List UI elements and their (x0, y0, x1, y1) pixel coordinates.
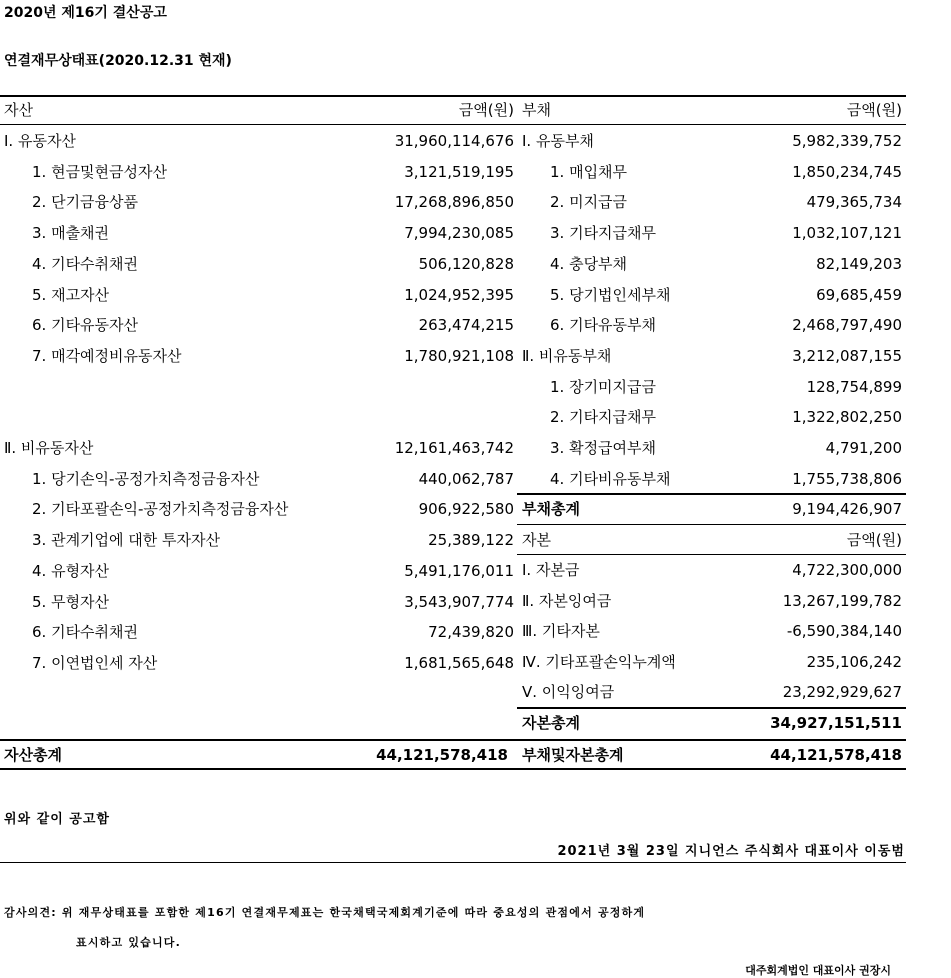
asset-row-value: 12,161,463,742 (394, 439, 514, 457)
assets-total-value: 44,121,578,418 (376, 746, 508, 764)
equity-row-value: -6,590,384,140 (786, 622, 902, 640)
equity-total-label: 자본총계 (522, 714, 580, 732)
notice-text: 위와 같이 공고함 (4, 812, 110, 827)
audit-opinion-line2: 표시하고 있습니다. (76, 936, 182, 949)
asset-row-value: 3,121,519,195 (404, 162, 514, 181)
header-bottom-border (0, 124, 906, 125)
liability-row-value: 82,149,203 (816, 254, 902, 273)
asset-row-value: 25,389,122 (428, 531, 514, 550)
audit-opinion-line1: 감사의견: 위 재무상태표를 포함한 제16기 연결재무제표는 한국채택국제회계기준에 따라 중요성의 관점에서 공정하게 (4, 906, 646, 919)
asset-row-label: Ⅱ. 비유동자산 (4, 439, 94, 457)
liabilities-total-value: 9,194,426,907 (792, 500, 902, 518)
asset-row-value: 72,439,820 (428, 623, 514, 642)
liability-row-value: 3,212,087,155 (792, 346, 902, 365)
liability-row-value: 5,982,339,752 (792, 132, 902, 150)
asset-row-label: 2. 단기금융상품 (32, 193, 139, 212)
asset-row-label: 5. 재고자산 (32, 285, 110, 304)
asset-row-value (340, 377, 514, 397)
table-top-border (0, 95, 906, 97)
liability-row-label: 4. 기타비유동부채 (550, 469, 671, 488)
asset-row-label: 1. 현금및현금성자산 (32, 162, 168, 181)
assets-total-label: 자산총계 (4, 746, 62, 764)
liabilities-total-bottom-border (517, 524, 906, 525)
asset-row-label: 3. 관계기업에 대한 투자자산 (32, 531, 221, 550)
equity-row-value: 13,267,199,782 (782, 591, 902, 610)
liability-row-label: 3. 기타지급채무 (550, 224, 657, 243)
asset-row-value: 440,062,787 (418, 469, 514, 488)
asset-row-label: 1. 당기손익-공정가치측정금융자산 (32, 469, 260, 488)
asset-row-label: 6. 기타유동자산 (32, 316, 139, 335)
liability-row-value: 1,755,738,806 (792, 469, 902, 488)
liab-equity-total-value: 44,121,578,418 (770, 746, 902, 764)
liability-row-value: 1,032,107,121 (792, 224, 902, 243)
equity-row-value: 23,292,929,627 (782, 683, 902, 701)
liability-row-value: 479,365,734 (806, 193, 902, 212)
liability-row-label: 2. 기타지급채무 (550, 408, 657, 427)
statement-subtitle: 연결재무상태표(2020.12.31 현재) (4, 53, 232, 69)
liability-row-value: 128,754,899 (806, 377, 902, 396)
asset-row-label: 6. 기타수취채권 (32, 623, 139, 642)
liability-row-value: 2,468,797,490 (792, 316, 902, 335)
equity-row-value: 235,106,242 (806, 652, 902, 671)
page-title: 2020년 제16기 결산공고 (4, 5, 167, 21)
liability-row-label: Ⅰ. 유동부채 (522, 132, 594, 150)
liability-row-value: 1,322,802,250 (792, 408, 902, 427)
asset-row-value: 5,491,176,011 (404, 561, 514, 580)
signature-line (0, 862, 906, 863)
asset-row-value: 1,024,952,395 (404, 285, 514, 304)
asset-row-label: 7. 이연법인세 자산 (32, 653, 158, 672)
asset-row-label: 3. 매출채권 (32, 224, 110, 243)
asset-row-label: 4. 기타수취채권 (32, 254, 139, 273)
liability-row-value: 4,791,200 (825, 439, 902, 457)
asset-row-value (340, 407, 514, 427)
asset-row-label: 7. 매각예정비유동자산 (32, 346, 182, 365)
grand-total-top-border (0, 739, 906, 741)
asset-row-label: 4. 유형자산 (32, 561, 110, 580)
liability-row-label: 3. 확정급여부채 (550, 439, 657, 457)
asset-row-value: 263,474,215 (418, 316, 514, 335)
header-amount-liabilities: 금액(원) (846, 101, 902, 119)
equity-header-bottom-border (517, 554, 906, 555)
asset-row-label: 5. 무형자산 (32, 592, 110, 611)
equity-row-value: 4,722,300,000 (792, 561, 902, 579)
liability-row-label: 6. 기타유동부채 (550, 316, 657, 335)
equity-row-label: Ⅰ. 자본금 (522, 561, 580, 579)
asset-row-value: 7,994,230,085 (404, 224, 514, 243)
liab-equity-total-label: 부채및자본총계 (522, 746, 624, 764)
equity-row-label: Ⅲ. 기타자본 (522, 622, 600, 640)
liability-row-label: 1. 매입채무 (550, 162, 628, 181)
equity-row-label: Ⅳ. 기타포괄손익누계액 (522, 652, 676, 671)
asset-row-value: 506,120,828 (418, 254, 514, 273)
asset-row-value: 31,960,114,676 (394, 132, 514, 150)
grand-total-bottom-border (0, 768, 906, 770)
equity-header-amount: 금액(원) (846, 531, 902, 549)
asset-row-value: 3,543,907,774 (404, 592, 514, 611)
liabilities-total-top-border (517, 493, 906, 495)
liabilities-total-label: 부채총계 (522, 500, 580, 518)
equity-header-label: 자본 (522, 531, 551, 549)
equity-total-value: 34,927,151,511 (770, 714, 902, 732)
equity-row-label: Ⅱ. 자본잉여금 (522, 591, 612, 610)
date-company-signature: 2021년 3월 23일 지니언스 주식회사 대표이사 이동범 (557, 844, 905, 859)
equity-row-label: Ⅴ. 이익잉여금 (522, 683, 615, 701)
asset-row-value: 17,268,896,850 (394, 193, 514, 212)
liability-row-value: 1,850,234,745 (792, 162, 902, 181)
asset-row-value: 1,780,921,108 (404, 346, 514, 365)
liability-row-label: Ⅱ. 비유동부채 (522, 346, 612, 365)
asset-row-value: 906,922,580 (418, 500, 514, 519)
liability-row-label: 4. 충당부채 (550, 254, 628, 273)
header-liabilities: 부채 (522, 101, 551, 119)
equity-total-top-border (517, 707, 906, 709)
liability-row-label: 2. 미지급금 (550, 193, 628, 212)
liability-row-label: 1. 장기미지급금 (550, 377, 657, 396)
asset-row-value: 1,681,565,648 (404, 653, 514, 672)
header-amount-assets: 금액(원) (458, 101, 514, 119)
header-assets: 자산 (4, 101, 33, 119)
liability-row-value: 69,685,459 (816, 285, 902, 304)
liability-row-label: 5. 당기법인세부채 (550, 285, 671, 304)
asset-row-label: 2. 기타포괄손익-공정가치측정금융자산 (32, 500, 289, 519)
asset-row-label: Ⅰ. 유동자산 (4, 132, 76, 150)
auditor-signature: 대주회계법인 대표이사 권장시 (745, 964, 891, 977)
